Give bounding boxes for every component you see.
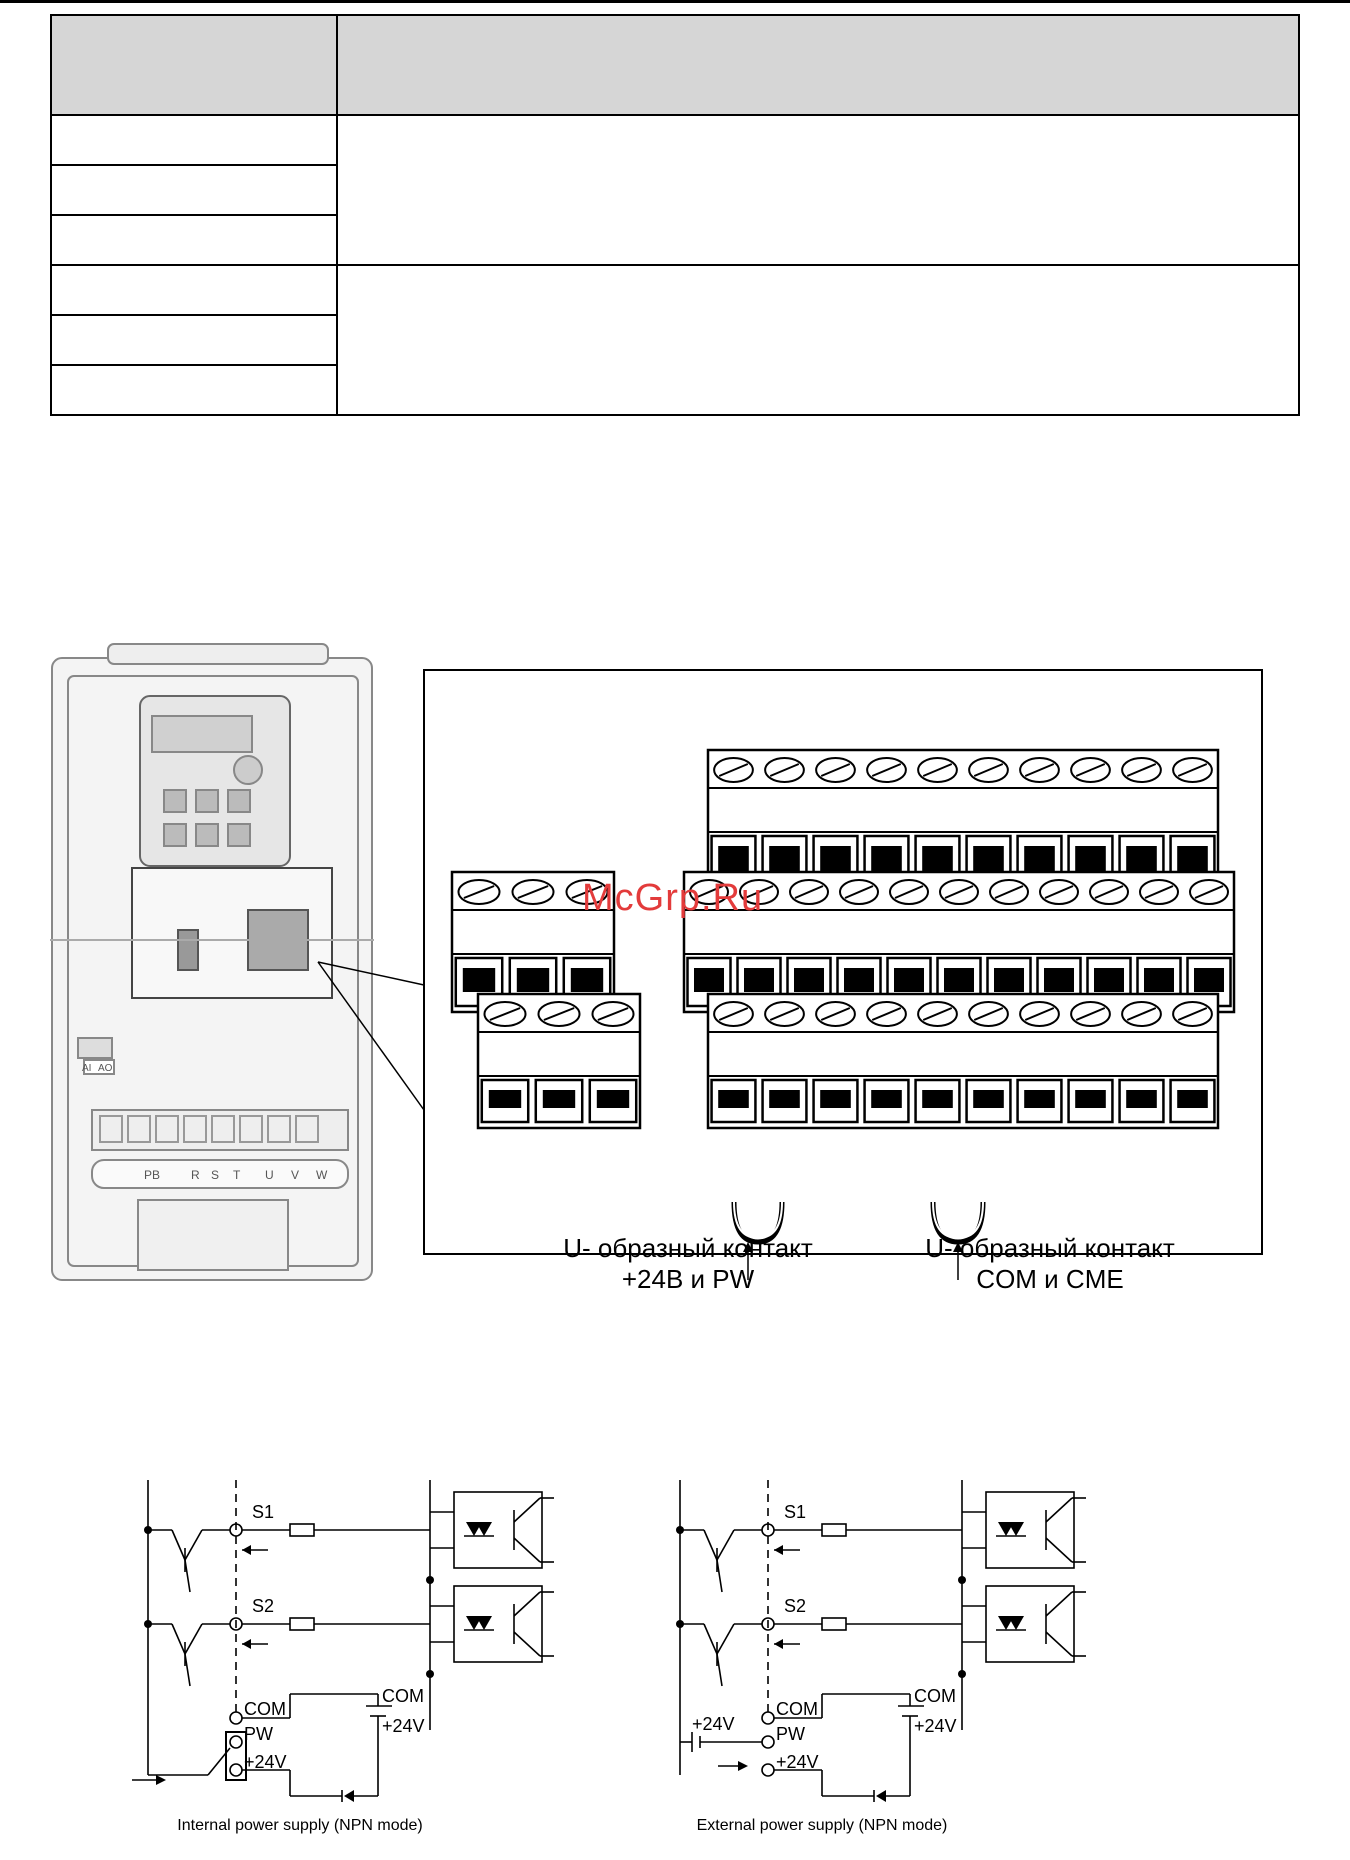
terminal-screw	[969, 758, 1008, 782]
terminal-opening	[763, 1080, 807, 1122]
terminal-screw	[1020, 1002, 1059, 1026]
terminal-label-s2: S2	[252, 1596, 275, 1616]
terminal-label-s1: S1	[252, 1502, 275, 1522]
watermark: McGrp.Ru	[582, 877, 764, 919]
terminal-screw	[867, 1002, 906, 1026]
callout-label-com-cme: U- образный контакт	[925, 1233, 1175, 1263]
drive-terminal-label: W	[316, 1168, 328, 1182]
callout-label-24v-pw: U- образный контакт	[563, 1233, 813, 1263]
terminal-opening	[967, 1080, 1011, 1122]
drive-illustration	[50, 644, 374, 1280]
callout-label-24v-pw-sub: +24В и PW	[621, 1264, 755, 1294]
terminal-label-s2: S2	[784, 1596, 807, 1616]
terminal-screw	[1122, 758, 1161, 782]
table-merged-cell	[337, 265, 1299, 415]
terminal-screw	[592, 1002, 633, 1026]
terminal-label-com-right: COM	[914, 1686, 956, 1706]
table-row	[51, 115, 1299, 165]
terminal-screw	[890, 880, 928, 904]
terminal-opening	[1069, 1080, 1113, 1122]
table-cell	[51, 165, 337, 215]
terminal-label-24v: +24V	[776, 1752, 819, 1772]
drive-terminal-label: R	[191, 1168, 200, 1182]
terminal-opening	[536, 1080, 582, 1122]
drive-terminal-label: T	[233, 1168, 241, 1182]
terminal-label-24v-right: +24V	[382, 1716, 425, 1736]
terminal-screw	[1071, 758, 1110, 782]
terminal-opening	[814, 1080, 858, 1122]
table-cell	[51, 115, 337, 165]
terminal-label-com: COM	[244, 1699, 286, 1719]
terminal-screw	[765, 758, 804, 782]
schematic-caption: External power supply (NPN mode)	[696, 1817, 948, 1834]
terminal-screw	[512, 880, 553, 904]
terminal-screw	[765, 1002, 804, 1026]
terminal-opening	[865, 1080, 909, 1122]
table-header-row	[51, 15, 1299, 115]
terminal-label-pw: PW	[244, 1724, 273, 1744]
table-merged-cell	[337, 115, 1299, 265]
terminal-label-24v: +24V	[244, 1752, 287, 1772]
schematic-caption: Internal power supply (NPN mode)	[177, 1817, 423, 1834]
drive-ao-label: AO	[98, 1063, 113, 1074]
terminal-label-ext-24v: +24V	[692, 1714, 735, 1734]
terminal-opening	[482, 1080, 528, 1122]
terminal-screw	[1173, 1002, 1212, 1026]
table-cell	[51, 365, 337, 415]
drive-terminal-label: U	[265, 1168, 274, 1182]
terminal-screw	[990, 880, 1028, 904]
callout-label-com-cme-sub: COM и CME	[976, 1264, 1124, 1294]
table-header-cell	[51, 15, 337, 115]
table-row	[51, 265, 1299, 315]
drive-terminal-label: PB	[144, 1168, 161, 1182]
terminal-screw	[940, 880, 978, 904]
table-cell	[51, 315, 337, 365]
terminal-label-com: COM	[776, 1699, 818, 1719]
terminal-block	[708, 994, 1218, 1128]
terminal-screw	[918, 1002, 957, 1026]
terminal-label-s1: S1	[784, 1502, 807, 1522]
spec-table	[50, 14, 1300, 416]
terminal-screw	[816, 758, 855, 782]
terminal-screw	[1173, 758, 1212, 782]
terminal-screw	[1020, 758, 1059, 782]
terminal-screw	[1190, 880, 1228, 904]
table-cell	[51, 265, 337, 315]
terminal-figure	[48, 640, 1284, 1320]
terminal-screw	[816, 1002, 855, 1026]
internal-supply-circuit	[132, 1480, 554, 1834]
terminal-label-pw: PW	[776, 1724, 805, 1744]
top-rule	[0, 0, 1350, 3]
terminal-screw	[918, 758, 957, 782]
terminal-block	[684, 872, 1234, 1012]
terminal-screw	[1140, 880, 1178, 904]
terminal-opening	[1171, 1080, 1215, 1122]
terminal-screw	[538, 1002, 579, 1026]
drive-terminal-label: V	[291, 1168, 300, 1182]
terminal-label-24v-right: +24V	[914, 1716, 957, 1736]
drive-ai-label: AI	[82, 1063, 92, 1074]
terminal-screw	[867, 758, 906, 782]
drive-terminal-label: S	[211, 1168, 220, 1182]
terminal-opening	[916, 1080, 960, 1122]
terminal-screw	[1040, 880, 1078, 904]
external-supply-circuit	[676, 1480, 1086, 1834]
terminal-screw	[1122, 1002, 1161, 1026]
terminal-screw	[790, 880, 828, 904]
terminal-screw	[484, 1002, 525, 1026]
terminal-screw	[458, 880, 499, 904]
terminal-opening	[712, 1080, 756, 1122]
terminal-screw	[714, 1002, 753, 1026]
terminal-screw	[714, 758, 753, 782]
terminal-opening	[590, 1080, 636, 1122]
table-cell	[51, 215, 337, 265]
wiring-schematics	[130, 1470, 1190, 1850]
table-header-cell	[337, 15, 1299, 115]
terminal-opening	[1018, 1080, 1062, 1122]
terminal-opening	[1120, 1080, 1164, 1122]
terminal-screw	[1090, 880, 1128, 904]
terminal-screw	[840, 880, 878, 904]
terminal-label-com-right: COM	[382, 1686, 424, 1706]
terminal-block	[478, 994, 640, 1128]
terminal-screw	[969, 1002, 1008, 1026]
terminal-screw	[1071, 1002, 1110, 1026]
